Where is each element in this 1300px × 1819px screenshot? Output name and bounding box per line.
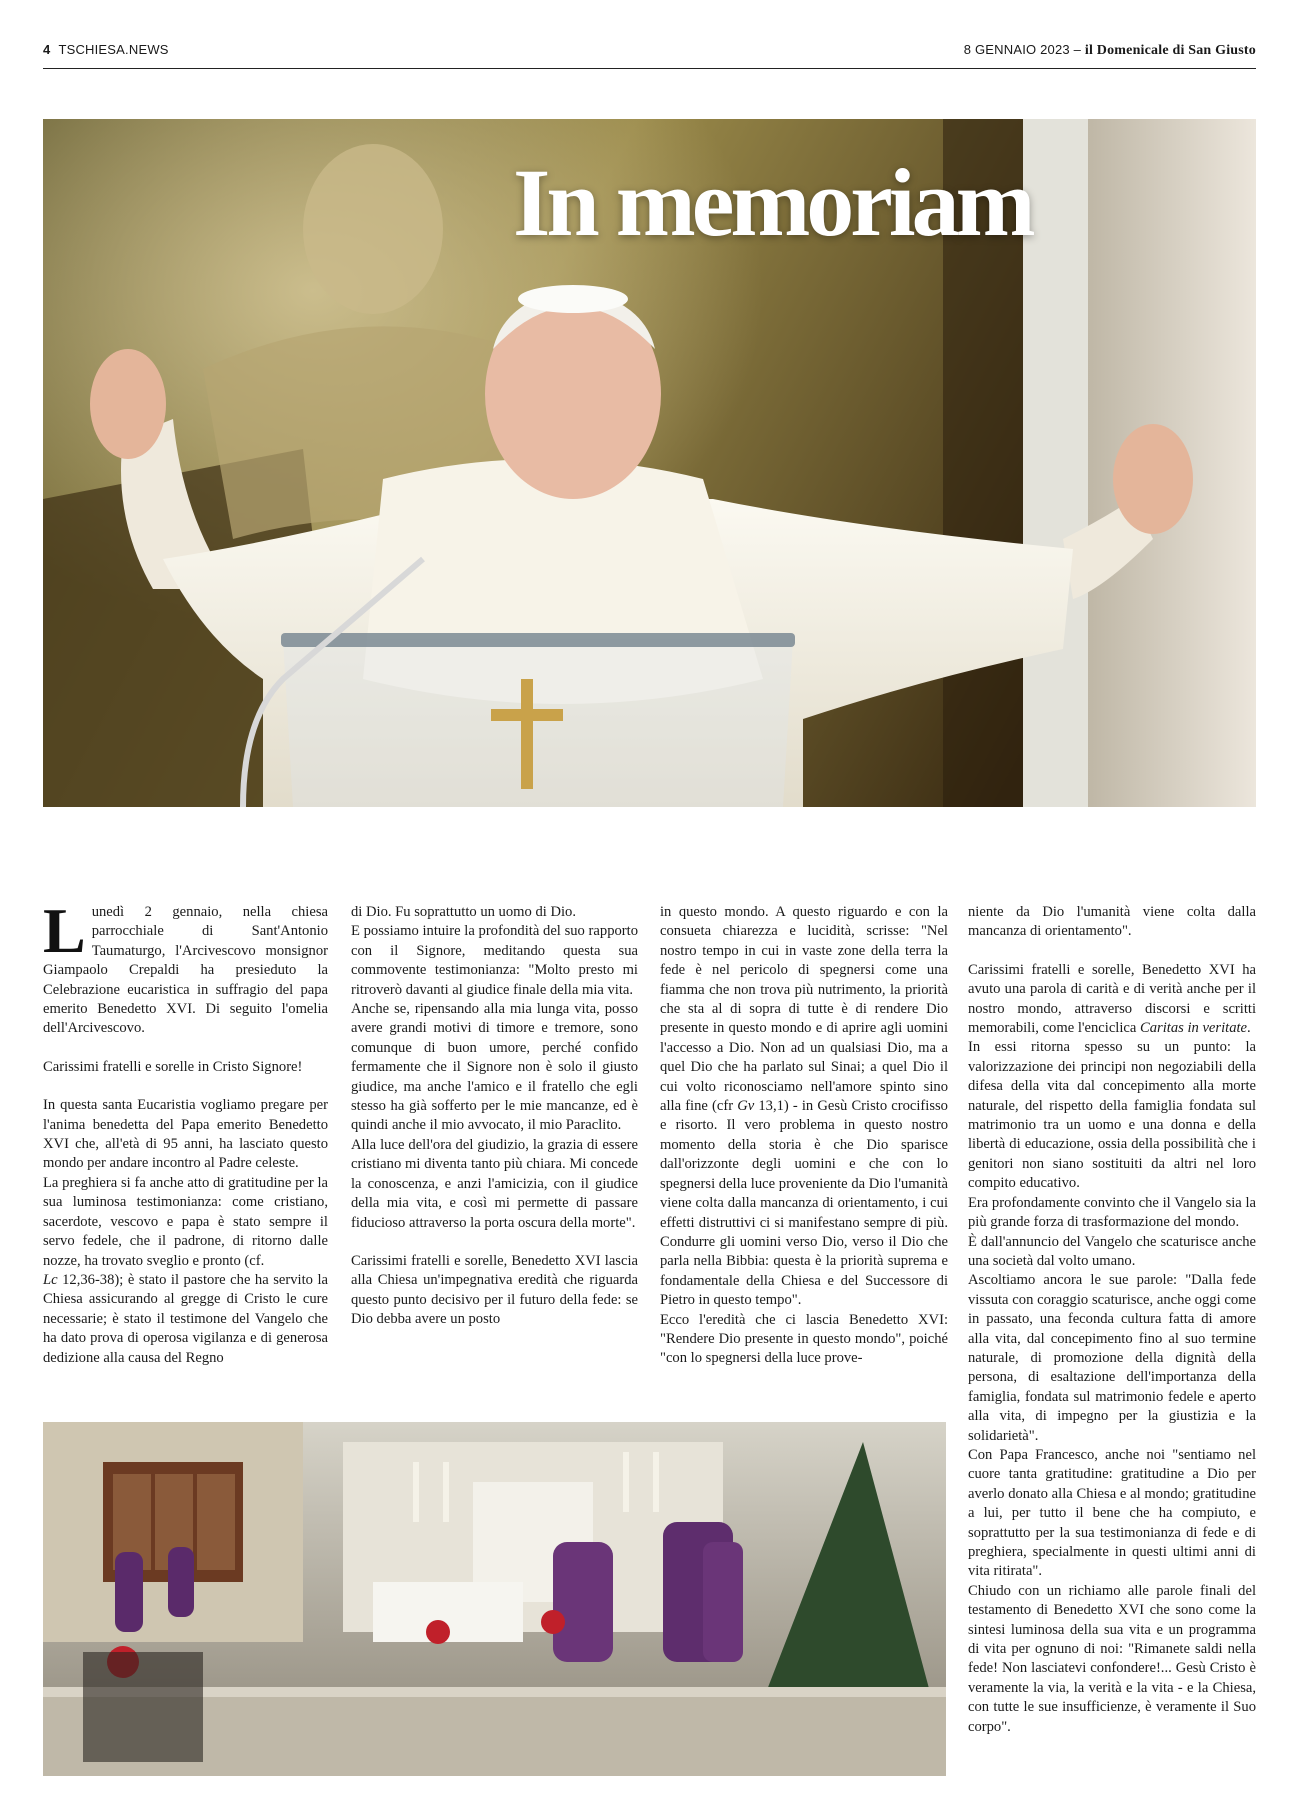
page-header [43, 38, 1256, 69]
article-paragraph: Lunedì 2 gennaio, nella chiesa parrocchiale di Sant'Antonio Taumaturgo, l'Arcivescovo monsignor Giampaolo Crepaldi ha presieduto la Celebrazione eucaristica in suffragio del papa emerito Benedetto XVI. Di seguito l'omelia dell'Arcivescovo. [43, 895, 328, 1037]
article-paragraph: In essi ritorna spesso su un punto: la valorizzazione dei principi non negoziabili della difesa della vita dal concepimento alla morte naturale, del rispetto della famiglia fondata sul matrimonio tra un uomo e una donna e della libertà di educazione, ossia della possibilità che i genitori non siano sostituiti da altri nel loro compito educativo. [968, 1039, 1256, 1192]
article-column-2 [351, 903, 638, 1330]
hero-photo [43, 119, 1256, 807]
article-paragraph: Ascoltiamo ancora le sue parole: "Dalla fede vissuta con coraggio scaturisce, anche oggi come in passato, una feconda cultura fatta di amore alla vita, dal concepimento fino al suo termine naturale, di promozione della dignità della persona, di esaltazione dell'importanza della famiglia, fondata sul matrimonio fedele e aperto alla vita, di impegno per la giustizia e la solidarietà". [968, 1272, 1256, 1444]
biblical-reference: Lc [43, 1271, 58, 1288]
article-paragraph: Ecco l'eredità che ci lascia Benedetto XVI: "Rendere Dio presente in questo mondo", poiché "con lo spegnersi della luce prove- [660, 1311, 948, 1367]
drop-cap: L [43, 895, 86, 966]
article-paragraph: La preghiera si fa anche atto di gratitudine per la sua luminosa testimonianza: come cristiano, sacerdote, vescovo e papa è stato sempre il servo fedele, che il padrone, di ritorno dalle nozze, ha trovato sveglio e pronto (cf. Lc 12,36-38); è stato il pastore che ha servito la Chiesa assicurando al gregge di Cristo le cure necessarie; è stato il testimone del Vangelo che ha dato prova di operosa vigilanza e di generosa dedizione alla causa del Regno [43, 1174, 328, 1366]
article-paragraph: Con Papa Francesco, anche noi "sentiamo nel cuore tanta gratitudine: gratitudine a Dio per averlo donato alla Chiesa e al mondo; gratitudine a lui, per tutto il bene che ha compiuto, e soprattutto per la sua testimonianza di fede e di preghiera, specialmente in questi ultimi anni di vita ritirata". [968, 1446, 1256, 1580]
paper-name: il Domenicale di San Giusto [1084, 43, 1256, 58]
church-interior-photo [43, 1422, 946, 1776]
section-name: TSCHIESA.NEWS [58, 42, 169, 57]
article-paragraph: Chiudo con un richiamo alle parole finali del testamento di Benedetto XVI che sono come la sintesi luminosa della sua vita e un programma di vita per ognuno di noi: "Rimanete saldi nella fede! Non lasciatevi confondere!... Gesù Cristo è veramente la via, la verità e la vita - e la Chiesa, con tutte le sue insufficienze, è veramente il Suo corpo". [968, 1582, 1256, 1735]
article-paragraph: E possiamo intuire la profondità del suo rapporto con il Signore, meditando questa sua commovente testimonianza: "Molto presto mi ritroverò davanti al giudice finale della mia vita. [351, 923, 638, 998]
article-column-3 [660, 903, 948, 1369]
article-paragraph: Carissimi fratelli e sorelle in Cristo Signore! [43, 1058, 303, 1075]
article-paragraph: Carissimi fratelli e sorelle, Benedetto XVI ha avuto una parola di carità e di verità anche per il nostro mondo, attraverso discorsi e scritti memorabili, come l'enciclica Caritas in veritate. [968, 961, 1256, 1037]
issue-date: 8 GENNAIO 2023 – [963, 42, 1082, 57]
article-column-1 [43, 895, 328, 1368]
church-illustration [43, 1422, 946, 1776]
article-paragraph: di Dio. Fu soprattutto un uomo di Dio. [351, 904, 576, 920]
article-paragraph: Anche se, ripensando alla mia lunga vita, posso avere grandi motivi di timore e tremore, sono comunque di buon umore, perché confido fermamente che il Signore non è solo il giusto giudice, ma anche l'amico e il fratello che egli stesso ha già sofferto per le mie mancanze, ed è quindi anche il mio avvocato, il mio Paraclito. [351, 1001, 638, 1134]
page-number: 4 [43, 42, 51, 57]
article-paragraph: È dall'annuncio del Vangelo che scaturisce anche una società dal volto umano. [968, 1233, 1256, 1269]
article-paragraph: niente da Dio l'umanità viene colta dalla mancanza di orientamento". [968, 904, 1256, 940]
article-column-4 [968, 903, 1256, 1737]
biblical-reference: Gv [737, 1098, 755, 1115]
article-paragraph: In questa santa Eucaristia vogliamo pregare per l'anima benedetta del Papa emerito Benedetto XVI che, all'età di 95 anni, ha lasciato questo mondo per andare incontro al Padre celeste. [43, 1097, 328, 1172]
article-paragraph: in questo mondo. A questo riguardo e con la consueta chiarezza e lucidità, scrisse: "Nel nostro tempo in cui in vaste zone della terra la fede è nel pericolo di spegnersi come una fiamma che non trova più nutrimento, la priorità che sta al di sopra di tutte è di rendere Dio presente in questo mondo e di aprire agli uomini l'accesso a Dio. Non ad un qualsiasi Dio, ma a quel Dio che ha parlato sul Sinai; a quel Dio il cui volto riconosciamo nell'amore spinto sino alla fine (cfr Gv 13,1) - in Gesù Cristo crocifisso e risorto. Il vero problema in questo nostro momento della storia è che Dio sparisce dall'orizzonte degli uomini e che con lo spegnersi della luce proveniente da Dio l'umanità viene colta dalla mancanza di orientamento, i cui effetti distruttivi ci si manifestano sempre di più. Condurre gli uomini verso Dio, verso il Dio che parla nella Bibbia: questa è la priorità suprema e fondamentale della Chiesa e del Successore di Pietro in questo tempo". [660, 904, 948, 1309]
article-paragraph: Era profondamente convinto che il Vangelo sia la più grande forza di trasformazione del mondo. [968, 1194, 1256, 1231]
header-left [43, 42, 169, 57]
header-right [964, 42, 1256, 59]
article-paragraph: Alla luce dell'ora del giudizio, la grazia di essere cristiano mi diventa tanto più chiara. Mi concede la conoscenza, e anzi l'amicizia, con il giudice della mia vita, e così mi permette di passare fiducioso attraverso la porta oscura della morte". [351, 1136, 638, 1231]
page-title: In memoriam [513, 149, 1032, 256]
article-paragraph: Carissimi fratelli e sorelle, Benedetto XVI lascia alla Chiesa un'impegnativa eredità che riguarda questo punto decisivo per il futuro della fede: se Dio debba avere un posto [351, 1252, 638, 1328]
encyclical-title: Caritas in veritate [1140, 1020, 1248, 1037]
